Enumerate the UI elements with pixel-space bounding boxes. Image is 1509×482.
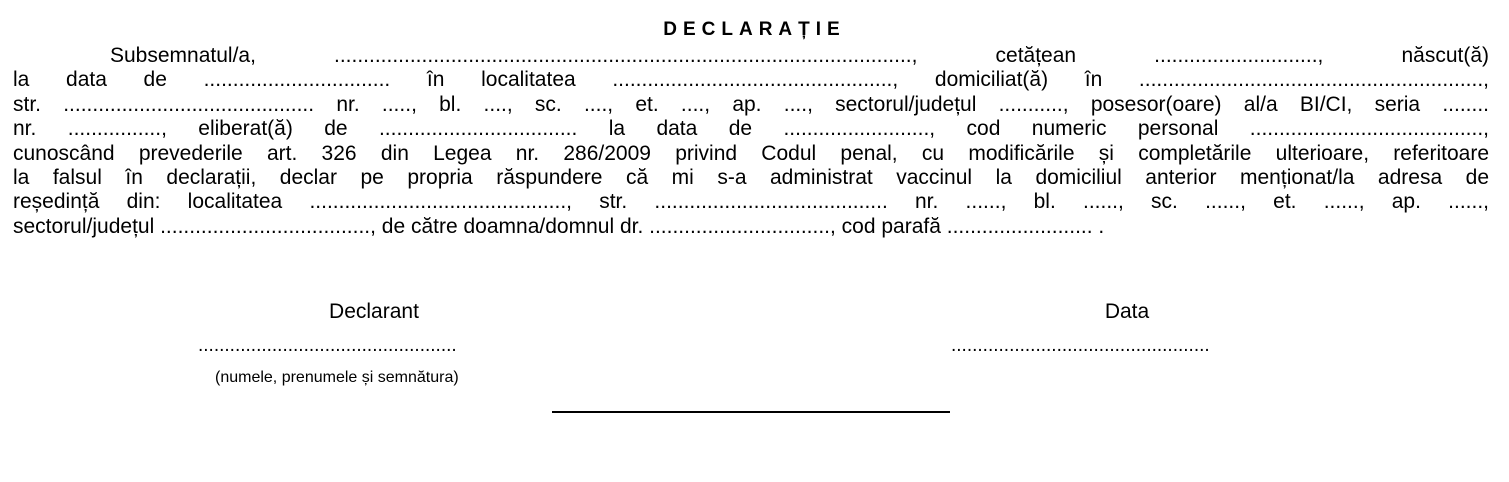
paragraph-line: la data de ................................ în localitatea ................................................, domiciliat(ă) în ..........................................................., [13, 68, 1489, 92]
declarant-signature-line: ................................................. [198, 335, 457, 356]
paragraph-line: reședință din: localitatea ............................................, str. ........................................ nr. ......, bl. ......, sc. ......, et. ......, ap. ......, [13, 190, 1489, 214]
date-label: Data [1104, 300, 1150, 323]
declarant-signature-note: (numele, prenumele și semnătura) [215, 369, 459, 386]
document-title: DECLARAȚIE [663, 19, 846, 40]
paragraph-line: cunoscând prevederile art. 326 din Legea nr. 286/2009 privind Codul penal, cu modificările și completările ulterioare, referitoare [13, 141, 1489, 165]
paragraph-line: Subsemnatul/a, ..................................................................................................., cetățean ............................, născut(ă) [110, 44, 1489, 67]
declaration-paragraph [13, 44, 1489, 239]
footer-rule [552, 411, 950, 413]
declarant-label: Declarant [329, 300, 419, 323]
date-signature-line: ................................................. [951, 335, 1210, 356]
paragraph-line: nr. ................, eliberat(ă) de .................................. la data de ........................., cod numeric personal ........................................, [13, 117, 1489, 141]
paragraph-line: sectorul/județul ...................................., de către doamna/domnul dr. ..............................., cod parafă ......................... . [13, 214, 1105, 238]
paragraph-line: la falsul în declarații, declar pe propria răspundere că mi s-a administrat vaccinul la domiciliul anterior menționat/la adresa de [13, 165, 1489, 189]
paragraph-line: str. ........................................... nr. ....., bl. ...., sc. ...., et. ...., ap. ...., sectorul/județul ..........., posesor(oare) al/a BI/CI, seria ........ [13, 92, 1489, 116]
